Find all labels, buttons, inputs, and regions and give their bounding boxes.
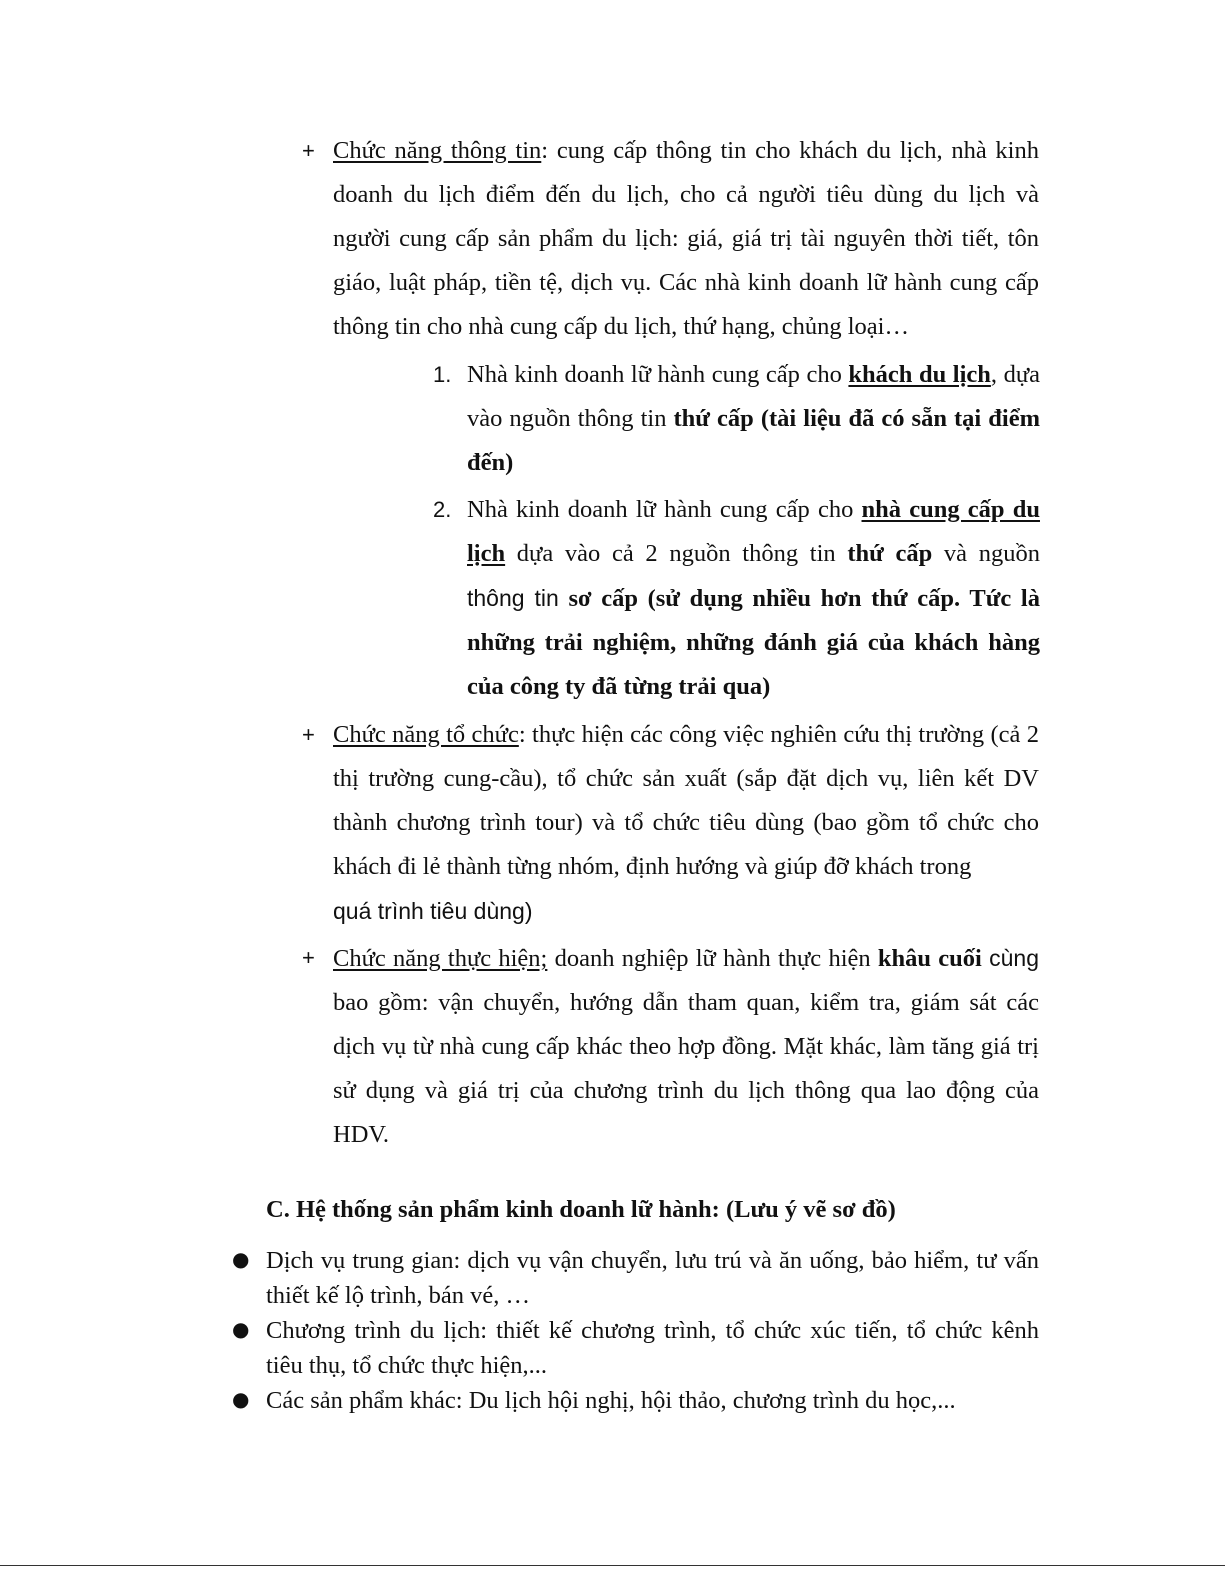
bullet-icon: ● [232,1387,250,1411]
org-function-body: : thực hiện các công việc nghiên cứu thị trường (cả 2 thị trường cung-cầu), tổ chức sản xuất (sắp đặt dịch vụ, liên kết DV thành chương trình tour) và tổ chức tiêu dùng (bao gồm tổ chức cho khách đi lẻ thành từng nhóm, định hướng và giúp đỡ khách trong [333,721,1039,880]
bullet-icon: ● [232,1317,250,1341]
numbered-item-2-primary: sơ cấp (sử dụng nhiều hơn thứ cấp. Tức là những trải nghiệm, những đánh giá của khách hàng của công ty đã từng trải qua) [467,585,1040,700]
plus-marker: + [302,138,315,163]
info-function-label: Chức năng thông tin [333,137,542,164]
numbered-item-2-intro: Nhà kinh doanh lữ hành cung cấp cho [467,496,862,523]
numbered-item-2-and: và nguồn [932,540,1040,567]
footer-divider [0,1565,1225,1566]
numbered-item-2-target: nhà cung cấp du lịch [467,496,1040,567]
list-item-text: Các sản phẩm khác: Du lịch hội nghị, hội thảo, chương trình du học,... [266,1387,956,1414]
numbered-item-1-intro: Nhà kinh doanh lữ hành cung cấp cho [467,361,849,388]
org-function-tail: quá trình tiêu dùng) [333,898,533,924]
numbered-item-2-text [467,488,1040,709]
numbered-item-1-connector: , dựa vào nguồn thông tin [467,361,1040,432]
numbered-item-2-secondary: thứ cấp [847,540,933,567]
list-item-text: Dịch vụ trung gian: dịch vụ vận chuyển, lưu trú và ăn uống, bảo hiểm, tư vấn thiết kế lộ trình, bán vé, … [266,1247,1039,1309]
org-function-text [333,713,1039,934]
plus-marker: + [302,945,315,970]
exec-function-body: bao gồm: vận chuyển, hướng dẫn tham quan, kiểm tra, giám sát các dịch vụ từ nhà cung cấp khác theo hợp đồng. Mặt khác, làm tăng giá trị sử dụng và giá trị của chương trình du lịch thông qua lao động của HDV. [333,989,1039,1148]
numbered-item-1-source: thứ cấp (tài liệu đã có sẵn tại điểm đến) [467,405,1040,476]
org-function-label: Chức năng tổ chức [333,721,519,748]
number-marker-2: 2. [433,497,452,522]
number-marker-1: 1. [433,362,452,387]
exec-function-intro: doanh nghiệp lữ hành thực hiện [547,945,878,972]
exec-function-text [333,936,1039,1157]
numbered-item-1-text [467,353,1040,485]
section-c-heading: C. Hệ thống sản phẩm kinh doanh lữ hành: (Lưu ý vẽ sơ đồ) [266,1196,896,1223]
info-function-body: : cung cấp thông tin cho khách du lịch, nhà kinh doanh du lịch điểm đến du lịch, cho cả người tiêu dùng du lịch và người cung cấp sản phẩm du lịch: giá, giá trị tài nguyên thời tiết, tôn giáo, luật pháp, tiền tệ, dịch vụ. Các nhà kinh doanh lữ hành cung cấp thông tin cho nhà cung cấp du lịch, thứ hạng, chủng loại… [333,137,1039,340]
exec-function-label: Chức năng thực hiện; [333,945,548,972]
numbered-item-2-info-word: thông tin [467,585,559,611]
bullet-icon: ● [232,1247,250,1271]
numbered-item-2-connector: dựa vào cả 2 nguồn thông tin [505,540,848,567]
numbered-item-1-target: khách du lịch [848,361,991,388]
list-item-text: Chương trình du lịch: thiết kế chương trình, tổ chức xúc tiến, tổ chức kênh tiêu thụ, tổ chức thực hiện,... [266,1317,1039,1379]
exec-function-cung: cùng [989,945,1039,971]
info-function-text [333,129,1039,349]
plus-marker: + [302,722,315,747]
exec-function-emphasis: khâu cuối [877,945,982,972]
